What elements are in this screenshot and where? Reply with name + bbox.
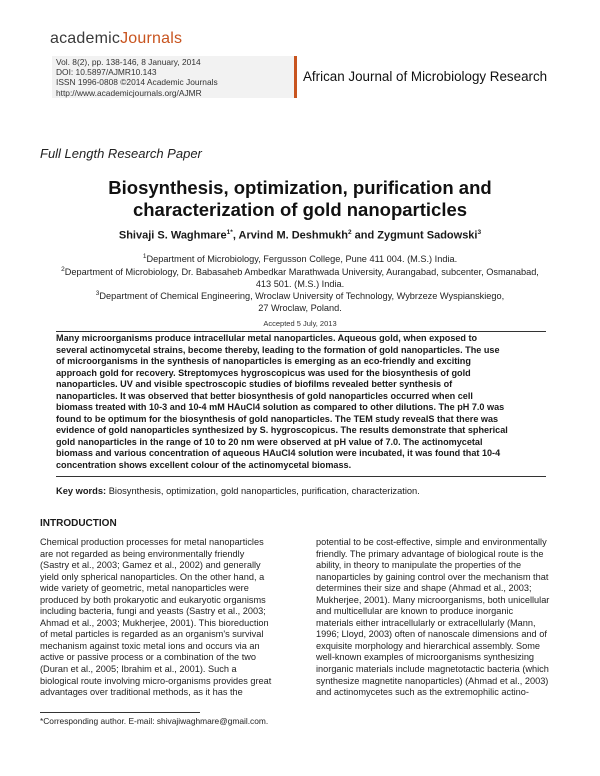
abstract-line: concentration shows excellent colour of the actinomycetal biomass. [56,459,352,470]
journal-meta [52,56,297,98]
title-line: Biosynthesis, optimization, purification and [108,177,492,198]
body-line: Ahmad et al., 2003; Mukherjee, 2001). This bioreduction [40,617,269,628]
author-sup: 1* [226,229,233,236]
abstract-top-rule [56,331,546,332]
body-line: materials either intracellularly or extracellularly (Mann, [316,617,536,628]
body-line: mechanism against toxic metal ions and occurs via an [40,640,260,651]
body-line: active or passive process or a combination of the two [40,652,257,663]
journal-header [48,53,563,101]
meta-doi: DOI: 10.5897/AJMR10.143 [56,67,157,78]
abstract-line: of microorganisms in the synthesis of nanoparticles is emerging as an eco-friendly and exciting [56,356,471,366]
abstract-line: biomass and various concentration of aqueous HAuCl4 solution were incubated, it was found that 10-4 [56,448,501,458]
journal-name: African Journal of Microbiology Research [303,69,548,84]
body-line: nanoparticles by gaining control over the mechanism that [316,571,549,582]
author-list: Shivaji S. Waghmare$^{1*}$, Arvind M. Deshmukh$^2$ and Zygmunt Sadowski$^3$ [118,229,482,242]
body-line: potential to be cost-effective, simple and environmentally [316,537,547,547]
accepted-date: Accepted 5 July, 2013 [263,319,337,328]
meta-url[interactable]: http://www.academicjournals.org/AJMR [56,87,202,98]
body-line: wide variety of geometric, metal nanoparticles were [40,583,249,594]
body-line: of metal particles is regarded as an organism's survival [40,629,264,640]
body-column-left [40,537,297,699]
body-line: Chemical production processes for metal nanoparticles [40,537,264,547]
publisher-logo-part2: Journals [120,30,183,47]
paper-type: Full Length Research Paper [40,146,202,161]
body-line: well-known examples of microorganisms synthesizing [316,652,535,663]
abstract-line: nanoparticles. UV and visible spectroscopic studies of biofilms revealed better synthesis of [56,379,453,389]
body-line: synthesize magnetite nanoparticles) (Ahmad et al., 2003) [316,675,549,686]
author-sup: 2 [347,229,352,236]
author-sup: 3 [477,229,482,236]
section-heading-introduction: INTRODUCTION [40,518,117,529]
body-line: ability, in theory to manipulate the properties of the [316,560,522,571]
publisher-logo [50,30,182,48]
abstract-bottom-rule [56,476,546,477]
abstract-line: biomass treated with 10-3 and 10-4 mM HAuCl4 solution as compared to other dilutions. The pH 7.0 was [56,402,505,412]
abstract-line: gold nanoparticles in the range of 10 to 20 nm were observed at pH value of 7.0. The actinomycetal [56,436,483,447]
body-line: yield only spherical nanoparticles. On the other hand, a [40,571,265,582]
corresponding-author-email[interactable]: *Corresponding author. E-mail: shivajiwaghmare@gmail.com. [40,716,269,726]
body-line: including bacteria, fungi and yeasts (Sastry et al., 2003; [40,606,266,617]
keywords [56,486,556,496]
body-line: biological route involving micro-organisms provides great [40,675,272,686]
keywords-label: Key words: [56,486,107,496]
body-line: and multicellular are known to produce inorganic [316,606,514,617]
meta-issn: ISSN 1996-0808 ©2014 Academic Journals [56,77,218,88]
abstract-line: several actinomycetal strains, become thereby, leading to the formation of gold nanoparticles. The use [56,344,500,355]
body-line: and actinomycetes such as the extremophilic actino- [316,687,529,698]
abstract-line: Many microorganisms produce intracellular metal nanoparticles. Aqueous gold, when exposed to [56,333,478,343]
body-line: friendly. The primary advantage of biological route is the [316,548,544,559]
abstract-line: found to be optimum for the biosynthesis of gold nanoparticles. The TEM study revealS that there was [56,413,499,424]
body-line: (Sastry et al., 2003; Gamez et al., 2002) and generally [40,560,261,571]
body-line: advantages over traditional methods, as it has the [40,687,243,698]
author-name: Zygmunt Sadowski [377,229,478,242]
body-line: exquisite morphology and hierarchical assembly. Some [316,640,541,651]
author-name: Shivaji S. Waghmare [118,229,227,242]
body-line: inorganic materials include magnetotactic bacteria (which [316,664,549,675]
body-line: determines their size and shape (Ahmad et al., 2003; [316,583,532,594]
keywords-text: Biosynthesis, optimization, gold nanoparticles, purification, characterization. [108,486,420,496]
body-line: Mukherjee, 2001). Many microorganisms, both unicellular [316,594,550,605]
body-line: (Duran et al., 2005; Ibrahim et al., 2001). Such a [40,664,237,675]
abstract-line: evidence of gold nanoparticles synthesized by S. hygroscopicus. The results demonstrate that spherical [56,425,508,435]
body-line: produced by both prokaryotic and eukaryotic organisms [40,594,266,605]
author-name: Arvind M. Deshmukh [238,229,348,242]
body-column-right [316,537,563,699]
abstract-line: nanoparticles. It was observed that better biosynthesis of gold nanoparticles occurred when cell [56,390,473,401]
affiliation-3: $^3$Department of Chemical Engineering, Wroclaw University of Technology, Wybrzeze Wyspianskiego, 27 Wroclaw, Poland. [95,290,505,313]
publisher-logo-part1: academic [50,30,121,47]
title-line: characterization of gold nanoparticles [132,199,468,220]
body-line: are not regarded as being environmentally friendly [40,548,245,559]
abstract-line: approach gold for recovery. Streptomyces hygroscopicus was used for the biosynthesis of gold [56,367,471,378]
abstract [56,333,546,471]
paper-title [60,177,540,221]
body-line: 1996; Lloyd, 2003) often of nanoscale dimensions and of [316,629,547,640]
footnote [40,712,560,726]
footnote-rule [40,712,200,713]
affiliation-1: $^1$Department of Microbiology, Fergusson College, Pune 411 004. (M.S.) India. [142,253,458,265]
meta-volume: Vol. 8(2), pp. 138-146, 8 January, 2014 [56,57,201,67]
affiliation-2: $^2$Department of Microbiology, Dr. Babasaheb Ambedkar Marathwada University, Aurangabad, subcenter, Osmanabad, 413 501. (M.S.) India. [61,266,539,289]
